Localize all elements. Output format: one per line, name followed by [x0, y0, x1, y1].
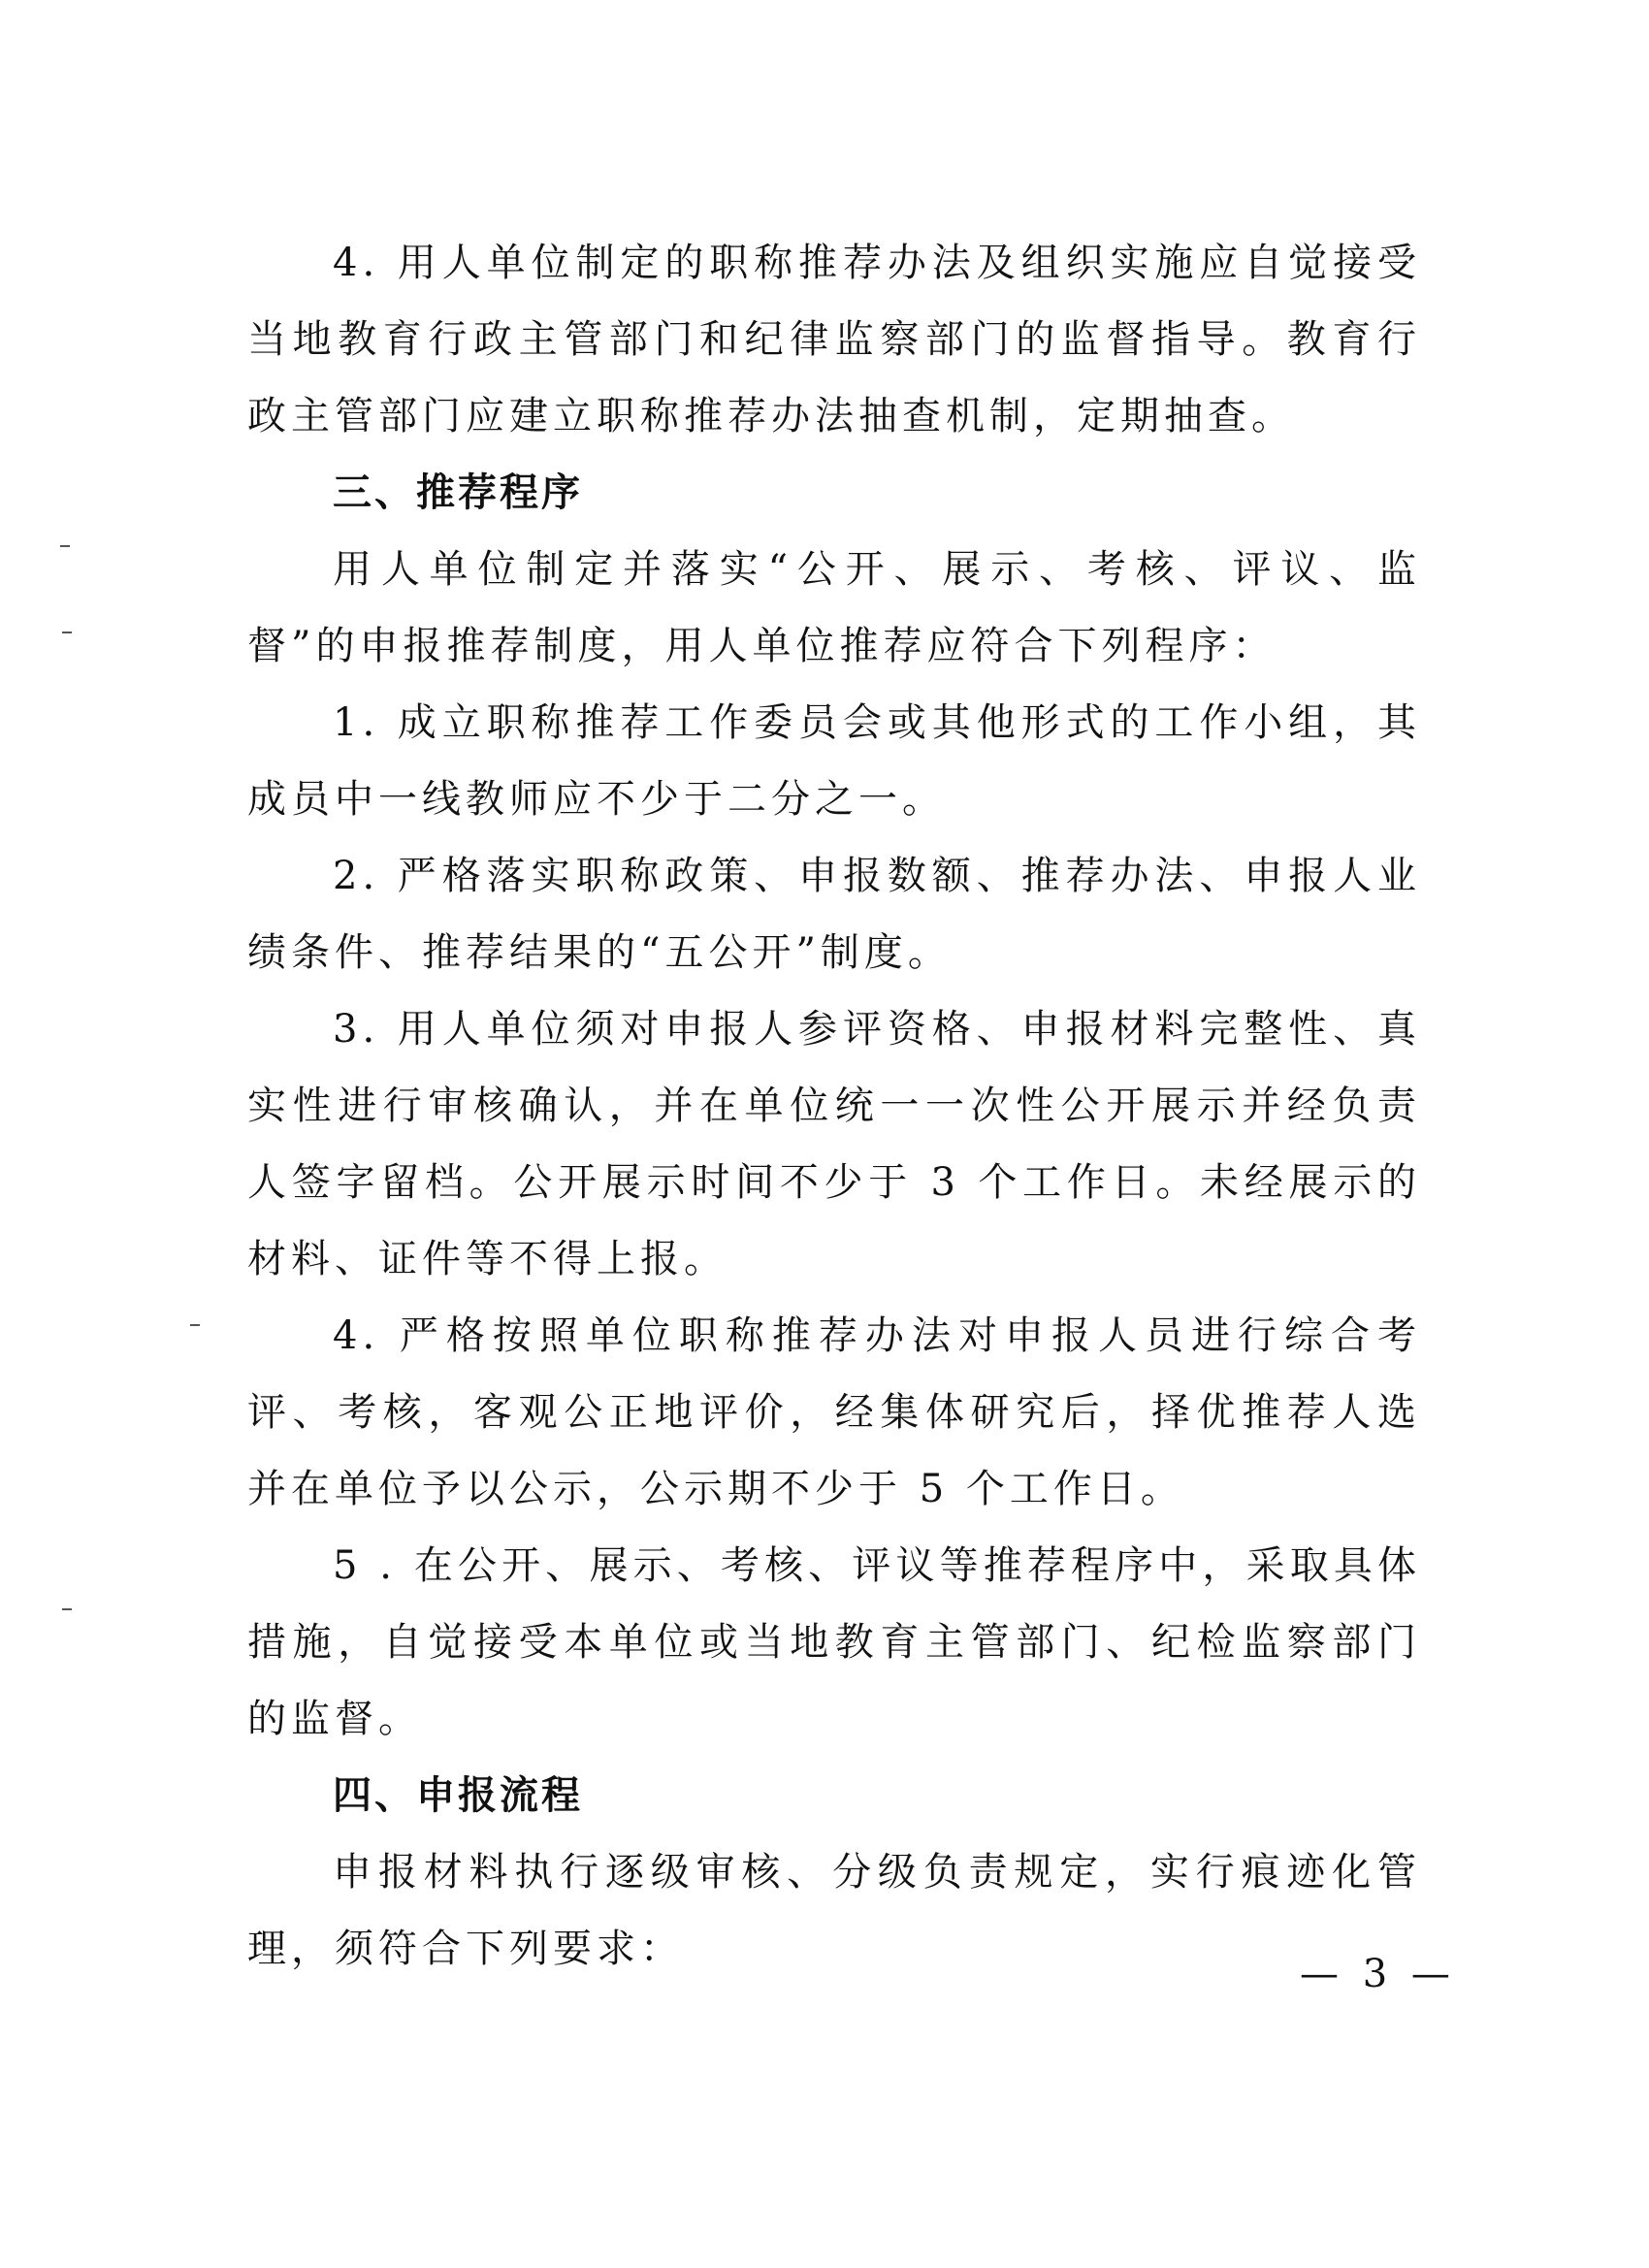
scan-speck [62, 1608, 72, 1610]
scan-speck [190, 1324, 200, 1326]
scan-speck [62, 632, 72, 633]
paragraph-procedure-intro: 用人单位制定并落实“公开、展示、考核、评议、监督”的申报推荐制度，用人单位推荐应符合下列程序： [247, 547, 1421, 668]
section-heading-recommendation-procedure: 三、推荐程序 [333, 470, 583, 515]
scan-speck [60, 545, 70, 547]
paragraph-procedure-4: 4. 严格按照单位职称推荐办法对申报人员进行综合考评、考核，客观公正地评价，经集体研究后，择优推荐人选并在单位予以公示，公示期不少于 5 个工作日。 [247, 1313, 1421, 1511]
paragraph-procedure-2: 2. 严格落实职称政策、申报数额、推荐办法、申报人业绩条件、推荐结果的“五公开”制度。 [247, 854, 1421, 975]
paragraph-item-4-supervision: 4. 用人单位制定的职称推荐办法及组织实施应自觉接受当地教育行政主管部门和纪律监察部门的监督指导。教育行政主管部门应建立职称推荐办法抽查机制，定期抽查。 [247, 241, 1421, 438]
page-number: — 3 — [1300, 1952, 1456, 1996]
section-heading-application-flow: 四、申报流程 [333, 1773, 583, 1818]
paragraph-procedure-5: 5 . 在公开、展示、考核、评议等推荐程序中，采取具体措施，自觉接受本单位或当地教育主管部门、纪检监察部门的监督。 [247, 1543, 1421, 1741]
paragraph-application-flow-intro: 申报材料执行逐级审核、分级负责规定，实行痕迹化管理，须符合下列要求： [247, 1850, 1421, 1971]
paragraph-procedure-3: 3. 用人单位须对申报人参评资格、申报材料完整性、真实性进行审核确认，并在单位统一一次性公开展示并经负责人签字留档。公开展示时间不少于 3 个工作日。未经展示的材料、证件等不得上报。 [247, 1007, 1421, 1281]
document-body [247, 225, 1421, 1988]
paragraph-procedure-1: 1. 成立职称推荐工作委员会或其他形式的工作小组，其成员中一线教师应不少于二分之一。 [247, 700, 1421, 822]
